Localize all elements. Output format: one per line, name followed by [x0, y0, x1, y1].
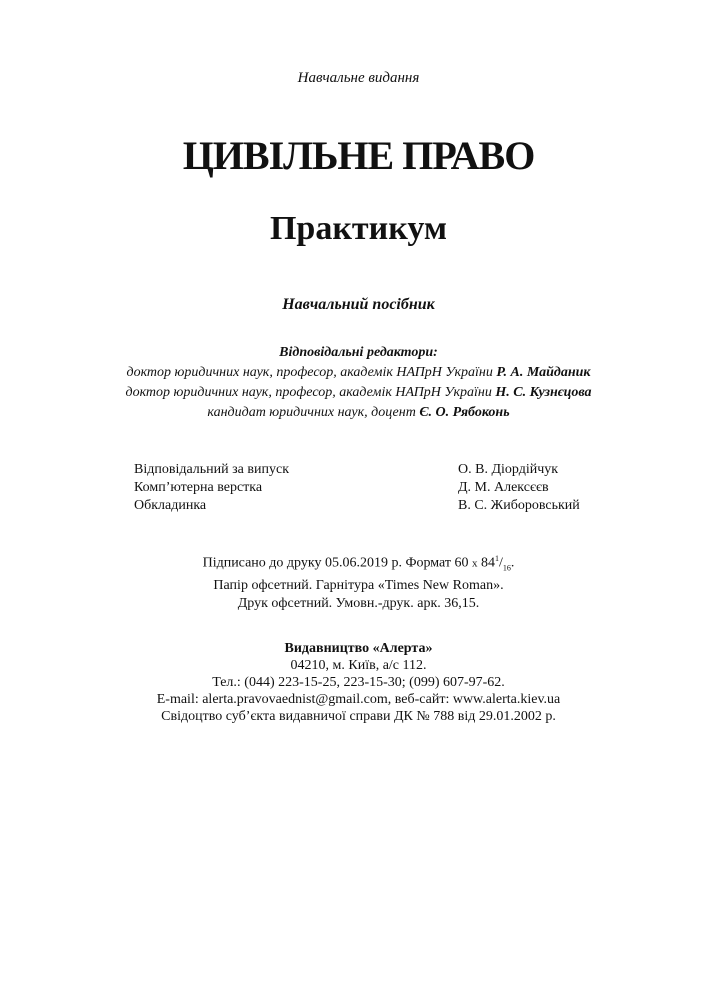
publisher-contacts: E-mail: alerta.pravovaednist@gmail.com, веб-сайт: www.alerta.kiev.ua — [156, 692, 561, 707]
credit-role: Комп’ютерна верстка — [134, 480, 263, 495]
format-multiplier: x — [472, 557, 478, 570]
edition-type: Навчальне видання — [297, 70, 420, 86]
format-end: . — [510, 555, 515, 571]
publisher-address: 04210, м. Київ, а/с 112. — [290, 658, 427, 673]
print-signed-text: Підписано до друку 05.06.2019 р. Формат 60 — [202, 555, 469, 571]
publisher-phones: Тел.: (044) 223-15-25, 223-15-30; (099) 607-97-62. — [212, 675, 505, 690]
editor-line — [0, 363, 717, 383]
publisher-block — [0, 640, 717, 725]
print-paper-line: Папір офсетний. Гарнітура «Times New Roman». — [213, 578, 504, 594]
editor-credentials: доктор юридичних наук, професор, академік НАПрН України — [125, 385, 492, 400]
credit-role: Відповідальний за випуск — [134, 462, 290, 477]
book-title: ЦИВІЛЬНЕ ПРАВО — [182, 133, 535, 178]
editor-line — [0, 403, 717, 423]
editors-block — [0, 343, 717, 423]
editor-line — [0, 383, 717, 403]
publisher-certificate: Свідоцтво суб’єкта видавничої справи ДК № 788 від 29.01.2002 р. — [161, 709, 556, 724]
credit-row — [134, 497, 614, 515]
editors-heading: Відповідальні редактори: — [279, 345, 438, 360]
format-b: 84 — [481, 555, 496, 571]
editor-name: Є. О. Рябоконь — [419, 405, 510, 420]
credit-person: О. В. Діордійчук — [458, 462, 559, 477]
format-numerator: 1 — [495, 554, 500, 563]
editor-credentials: доктор юридичних наук, професор, академік НАПрН України — [126, 365, 493, 380]
book-type: Навчальний посібник — [282, 296, 435, 313]
credit-person: В. С. Жиборовський — [458, 498, 580, 513]
credit-role: Обкладинка — [134, 498, 207, 513]
editor-credentials: кандидат юридичних наук, доцент — [207, 405, 416, 420]
book-subtitle: Практикум — [269, 210, 448, 247]
credits-block — [134, 461, 614, 515]
print-method-line: Друк офсетний. Умовн.-друк. арк. 36,15. — [237, 596, 480, 612]
publisher-name: Видавництво «Алерта» — [284, 641, 433, 656]
credit-row — [134, 479, 614, 497]
editor-name: Р. А. Майданик — [496, 365, 591, 380]
print-signed-line: Підписано до друку 05.06.2019 р. Формат 60 x $84^1/_{16}$. — [202, 554, 515, 573]
format-denominator: 16 — [502, 563, 511, 573]
editor-name: Н. С. Кузнєцова — [495, 385, 592, 400]
print-info — [0, 550, 717, 613]
credit-person: Д. М. Алексєєв — [458, 480, 549, 495]
credit-row — [134, 461, 614, 479]
